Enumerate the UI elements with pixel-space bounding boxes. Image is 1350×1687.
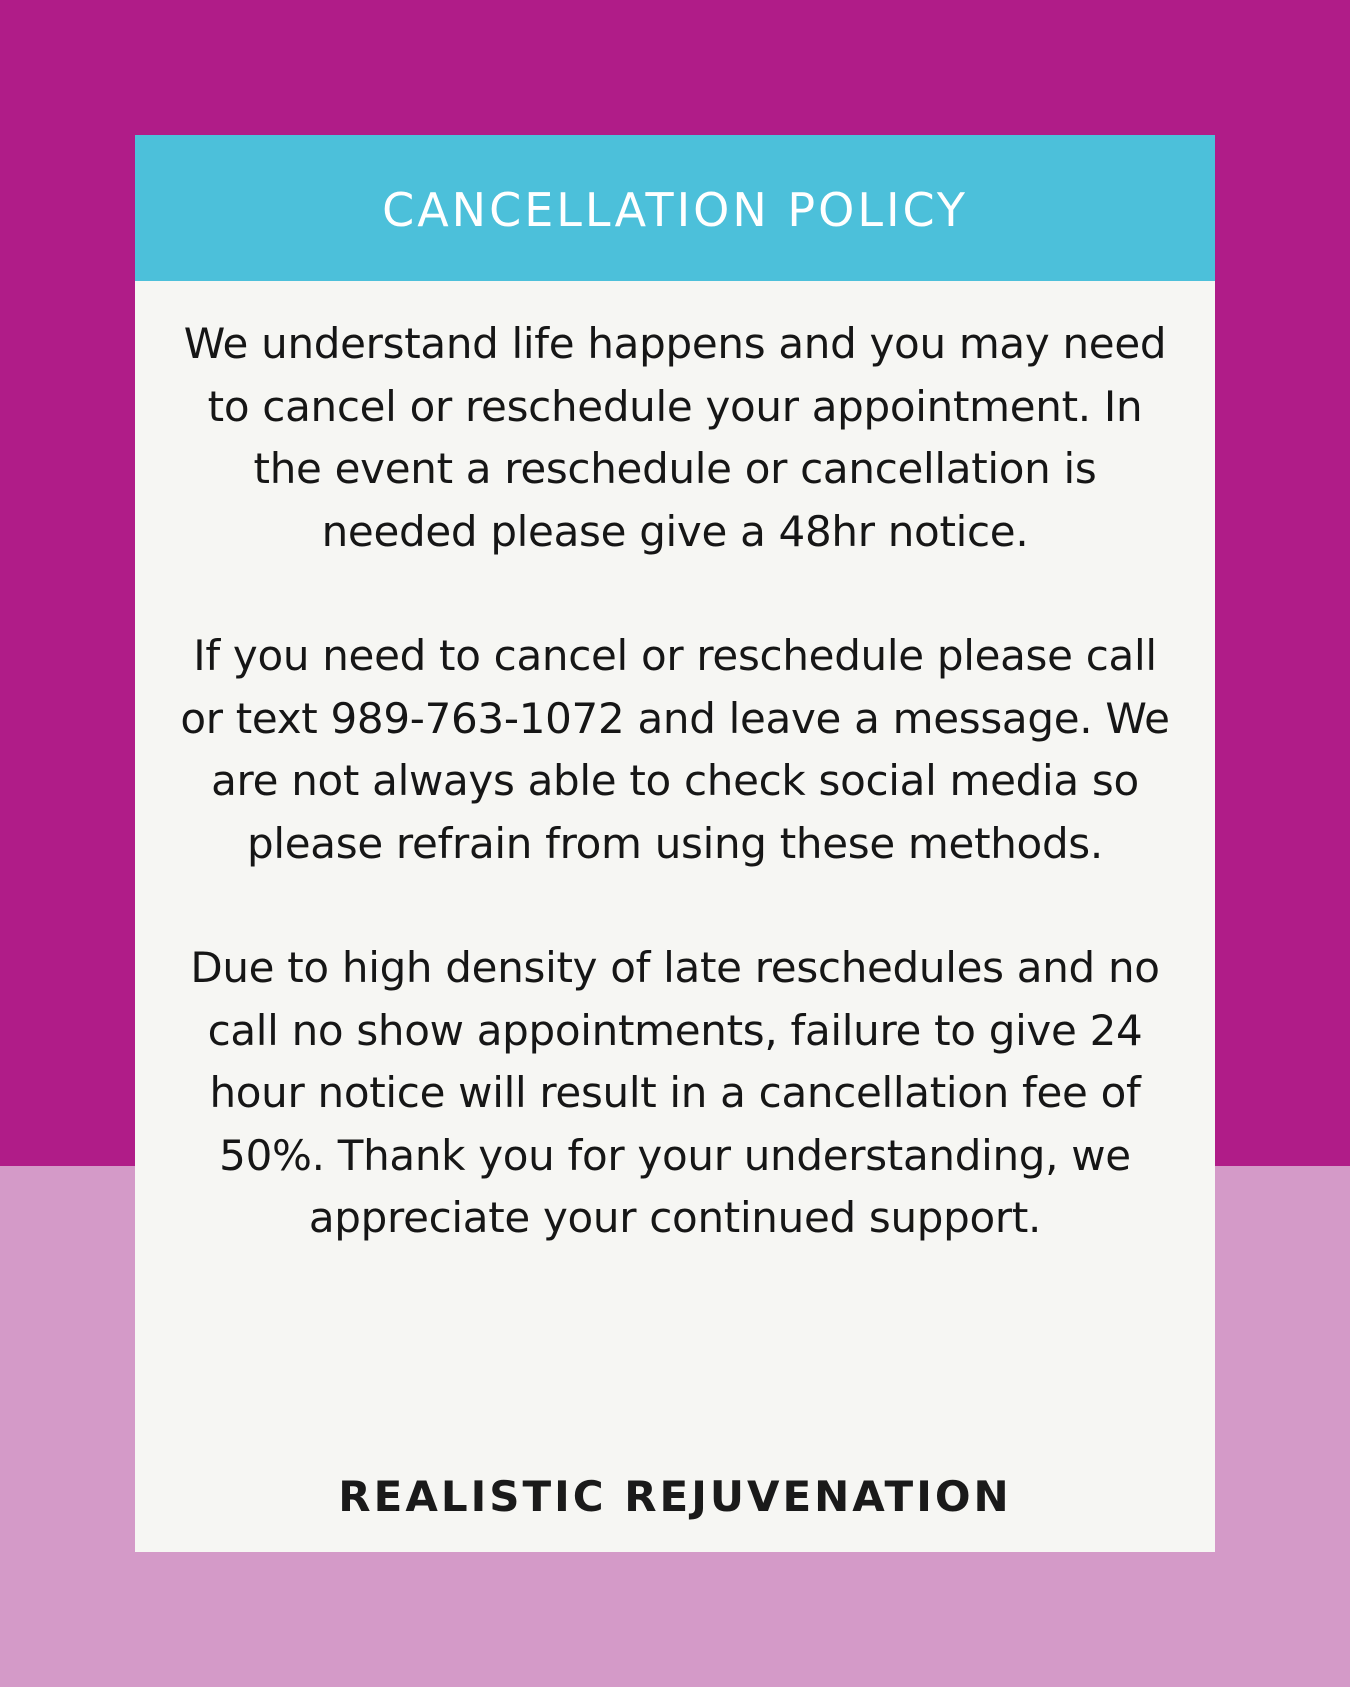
card-header [135,135,1215,281]
policy-card [135,135,1215,1552]
policy-body [135,281,1215,1250]
policy-paragraph-contact: If you need to cancel or reschedule please call or text 989-763-1072 and leave a message. We are not always able to check social media so please refrain from using these methods. [180,631,1170,868]
policy-title: CANCELLATION POLICY [382,183,968,237]
policy-paragraph-fee: Due to high density of late reschedules and no call no show appointments, failure to give 24 hour notice will result in a cancellation fee of 50%. Thank you for your understanding, we appreciate your continued support. [190,943,1160,1242]
business-name: REALISTIC REJUVENATION [338,1472,1012,1521]
policy-paragraph-notice: We understand life happens and you may need to cancel or reschedule your appointment. In the event a reschedule or cancellation is needed please give a 48hr notice. [183,319,1167,556]
